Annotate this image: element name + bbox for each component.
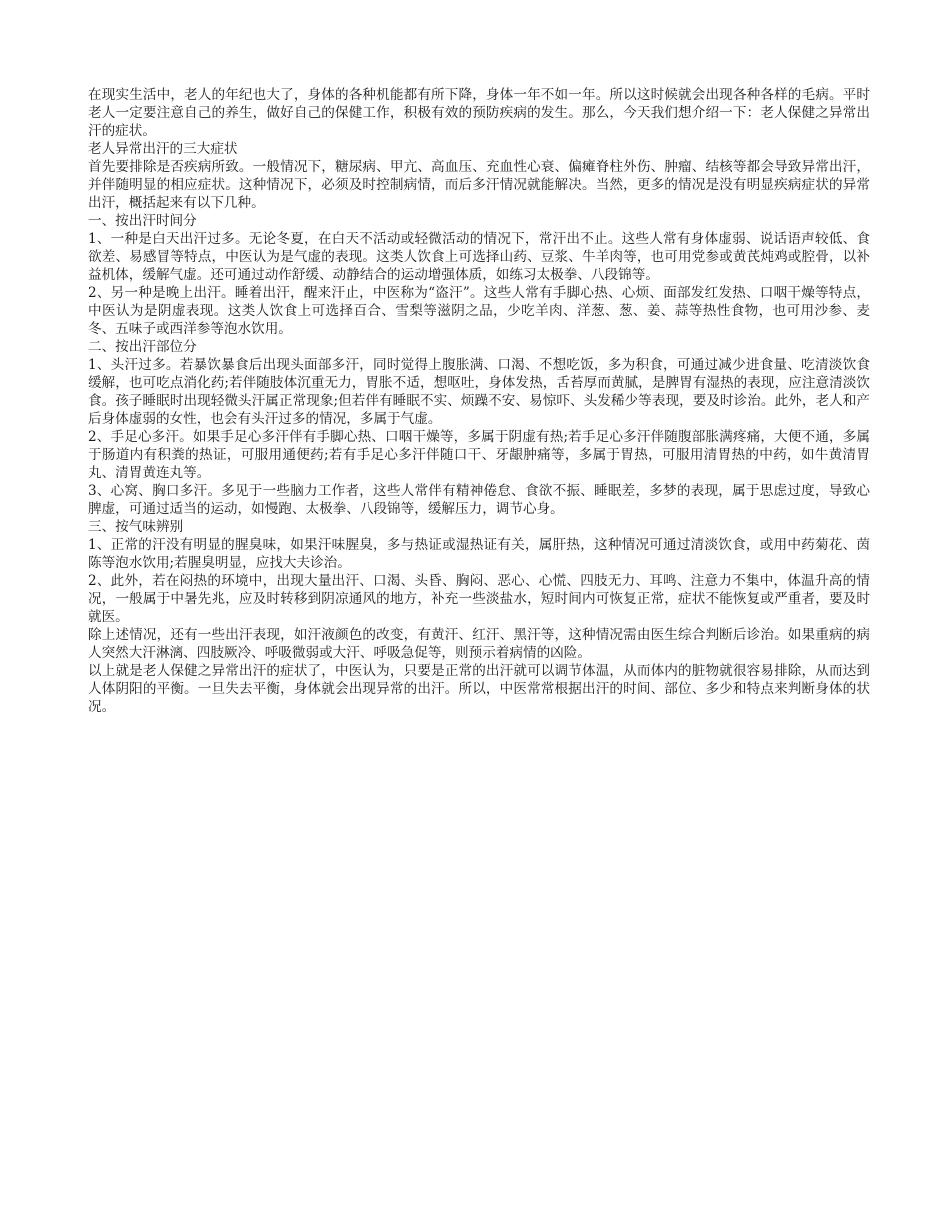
paragraph-chest-sweat: 3、心窝、胸口多汗。多见于一些脑力工作者，这些人常伴有精神倦怠、食欲不振、睡眠差，多梦的表现，属于思虑过度，导致心脾虚，可通过适当的运动，如慢跑、太极拳、八段锦等，缓解压力，调节心身。 xyxy=(88,483,870,517)
paragraph-hand-foot-sweat: 2、手足心多汗。如果手足心多汗伴有手脚心热、口咽干燥等，多属于阴虚有热;若手足心多汗伴随腹部胀满疼痛，大便不通，多属于肠道内有积粪的热证，可服用通便药;若有手足心多汗伴随口干、牙龈肿痛等，多属于胃热，可服用清胃热的中药，如牛黄清胃丸、清胃黄连丸等。 xyxy=(88,429,870,481)
paragraph-other-signs: 除上述情况，还有一些出汗表现，如汗液颜色的改变，有黄汗、红汗、黑汗等，这种情况需由医生综合判断后诊治。如果重病的病人突然大汗淋漓、四肢厥冷、呼吸微弱或大汗、呼吸急促等，则预示着病情的凶险。 xyxy=(88,627,870,661)
article-heading: 老人异常出汗的三大症状 xyxy=(88,141,238,157)
paragraph-exclude-disease: 首先要排除是否疾病所致。一般情况下，糖尿病、甲亢、高血压、充血性心衰、偏瘫脊柱外伤、肿瘤、结核等都会导致异常出汗，并伴随明显的相应症状。这种情况下，必须及时控制病情，而后多汗情况就能解决。当然，更多的情况是没有明显疾病症状的异常出汗，概括起来有以下几种。 xyxy=(88,159,870,211)
section-heading-by-location: 二、按出汗部位分 xyxy=(88,339,197,355)
paragraph-daytime-sweat: 1、一种是白天出汗过多。无论冬夏，在白天不活动或轻微活动的情况下，常汗出不止。这些人常有身体虚弱、说话语声较低、食欲差、易感冒等特点，中医认为是气虚的表现。这类人饮食上可选择山药、豆浆、牛羊肉等，也可用党参或黄芪炖鸡或腔骨，以补益机体，缓解气虚。还可通过动作舒缓、动静结合的运动增强体质，如练习太极拳、八段锦等。 xyxy=(88,231,870,283)
paragraph-head-sweat: 1、头汗过多。若暴饮暴食后出现头面部多汗，同时觉得上腹胀满、口渴、不想吃饭，多为积食，可通过减少进食量、吃清淡饮食缓解，也可吃点消化药;若伴随肢体沉重无力，胃胀不适，想呕吐，身体发热，舌苔厚而黄腻，是脾胃有湿热的表现，应注意清淡饮食。孩子睡眠时出现轻微头汗属正常现象;但若伴有睡眠不实、烦躁不安、易惊吓、头发稀少等表现，要及时诊治。此外，老人和产后身体虚弱的女性，也会有头汗过多的情况，多属于气虚。 xyxy=(88,357,870,427)
paragraph-sweat-odor: 1、正常的汗没有明显的腥臭味，如果汗味腥臭，多与热证或湿热证有关，属肝热，这种情况可通过清淡饮食，或用中药菊花、茵陈等泡水饮用;若腥臭明显，应找大夫诊治。 xyxy=(88,537,870,571)
conclusion-paragraph: 以上就是老人保健之异常出汗的症状了，中医认为，只要是正常的出汗就可以调节体温，从而体内的脏物就很容易排除，从而达到人体阴阳的平衡。一旦失去平衡，身体就会出现异常的出汗。所以，中医常常根据出汗的时间、部位、多少和特点来判断身体的状况。 xyxy=(88,663,870,715)
section-heading-by-smell: 三、按气味辨别 xyxy=(88,519,184,535)
article-body xyxy=(88,86,870,716)
paragraph-night-sweat: 2、另一种是晚上出汗。睡着出汗，醒来汗止，中医称为“盗汗”。这些人常有手脚心热、心烦、面部发红发热、口咽干燥等特点，中医认为是阴虚表现。这类人饮食上可选择百合、雪梨等滋阴之品，少吃羊肉、洋葱、葱、姜、蒜等热性食物，也可用沙参、麦冬、五味子或西洋参等泡水饮用。 xyxy=(88,285,870,337)
intro-paragraph: 在现实生活中，老人的年纪也大了，身体的各种机能都有所下降，身体一年不如一年。所以这时候就会出现各种各样的毛病。平时老人一定要注意自己的养生，做好自己的保健工作，积极有效的预防疾病的发生。那么，今天我们想介绍一下：老人保健之异常出汗的症状。 xyxy=(88,87,870,139)
paragraph-heatstroke: 2、此外，若在闷热的环境中，出现大量出汗、口渴、头昏、胸闷、恶心、心慌、四肢无力、耳鸣、注意力不集中，体温升高的情况，一般属于中暑先兆，应及时转移到阴凉通风的地方，补充一些淡盐水，短时间内可恢复正常，症状不能恢复或严重者，要及时就医。 xyxy=(88,573,870,625)
section-heading-by-time: 一、按出汗时间分 xyxy=(88,213,197,229)
